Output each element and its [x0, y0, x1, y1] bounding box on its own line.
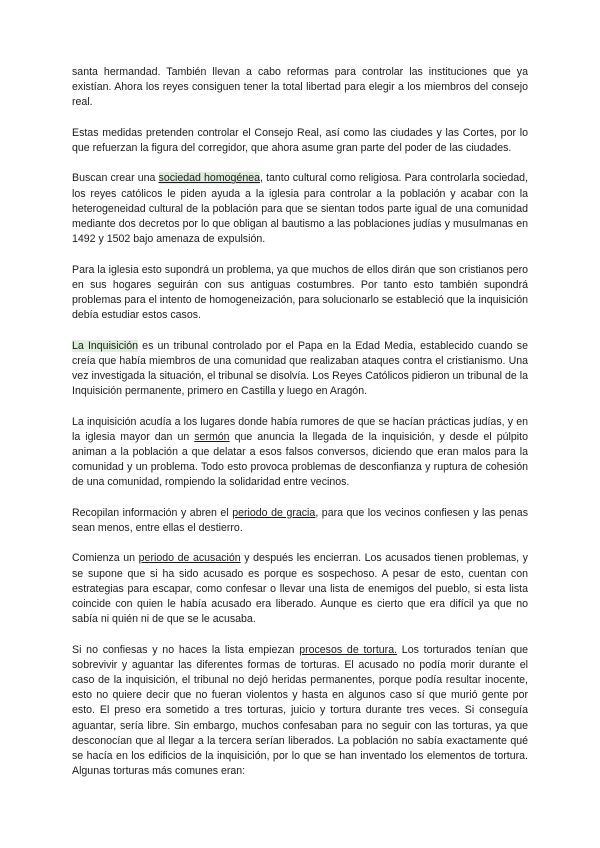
paragraph-iglesia-problema: Para la iglesia esto supondrá un problema, ya que muchos de ellos dirán que son cristianos pero en sus hogares seguirán con sus antiguas costumbres. Por tanto esto también supondrá problemas para el intento de homogeneización, para solucionarlo se estableció que la inquisición debía estudiar estos casos.	[72, 263, 528, 322]
underlined-term-sermon: sermón	[194, 430, 230, 443]
paragraph-sociedad-homogenea	[72, 171, 528, 247]
text-run: y después les encierran. Los acusados tienen problemas, y se supone que si ha sido acusado es porque es sospechoso. A pesar de esto, cuentan con estrategias para escapar, como confesar o llevar una lista de enemigos del pueblo, si esta lista coincide con quien le había acusado era liberado. Aunque es cierto que era difícil ya que no sabía ni quién ni de que se le acusaba.	[72, 552, 528, 626]
text-run: Comienza un	[72, 552, 139, 565]
paragraph-periodo-de-gracia	[72, 506, 528, 536]
paragraph-la-inquisicion	[72, 339, 528, 400]
paragraph-periodo-de-acusacion	[72, 551, 528, 627]
paragraph-procesos-de-tortura	[72, 643, 528, 780]
highlighted-term-la-inquisicion: La Inquisición	[72, 339, 139, 352]
text-run: Recopilan información y abren el	[72, 506, 233, 519]
highlighted-term-sociedad-homogenea: sociedad homogénea	[158, 172, 261, 185]
text-run: Los torturados tenían que sobrevivir y aguantar las diferentes formas de torturas. El acusado no podía morir durante el caso de la inquisición, el tribunal no dejó heridas permanentes, porque podía resultar inocente, esto no quiere decir que no fueran violentos y hasta en algunos caso sí que murió gente por esto. El preso era sometido a tres torturas, juicio y tortura durante tres veces. Si conseguía aguantar, sería libre. Sin embargo, muchos confesaban para no seguir con las torturas, ya que desconocían que al llegar a la tercera serían liberados. La población no sabía exactamente qué se hacía en los edificios de la inquisición, por lo que se han inventado los elementos de tortura. Algunas torturas más comunes eran:	[72, 643, 528, 778]
text-run: , tanto cultural como religiosa. Para controlarla sociedad, los reyes católicos le piden ayuda a la iglesia para controlar a la población y acabar con la heterogeneidad cultural de la población para que se sientan todos parte igual de una comunidad mediante dos decretos por lo que obligan al bautismo a las poblaciones judías y musulmanas en 1492 y 1502 bajo amenaza de expulsión.	[72, 172, 529, 246]
underlined-term-periodo-de-acusacion: periodo de acusación	[138, 552, 241, 565]
text-run: Si no confiesas y no haces la lista empiezan	[72, 643, 300, 656]
underlined-term-periodo-de-gracia: periodo de gracia	[232, 506, 316, 519]
text-run: , para que los vecinos confiesen y las penas sean menos, entre ellas el destierro.	[72, 506, 528, 534]
paragraph-sermon	[72, 415, 528, 491]
text-run: Buscan crear una	[72, 172, 159, 185]
text-run: es un tribunal controlado por el Papa en la Edad Media, establecido cuando se creía que había miembros de una comunidad que realizaban ataques contra el cristianismo. Una vez investigada la situación, el tribunal se disolvía. Los Reyes Católicos pidieron un tribunal de la Inquisición permanente, primero en Castilla y luego en Aragón.	[72, 339, 528, 398]
text-run: que anuncia la llegada de la inquisición, y desde el púlpito animan a la población a que delatar a esos falsos conversos, diciendo que eran malos para la comunidad y un problema. Todo esto provoca problemas de desconfianza y ruptura de cohesión de una comunidad, rompiendo la solidaridad entre vecinos.	[72, 430, 528, 489]
paragraph-consejo-real: Estas medidas pretenden controlar el Consejo Real, así como las ciudades y las Cortes, por lo que refuerzan la figura del corregidor, que ahora asume gran parte del poder de las ciudades.	[72, 126, 528, 154]
text-run: La inquisición acudía a los lugares donde había rumores de que se hacían prácticas judías, y en la iglesia mayor dan un	[72, 415, 528, 443]
paragraph-santa-hermandad: santa hermandad. También llevan a cabo reformas para controlar las instituciones que ya existían. Ahora los reyes consiguen tener la total libertad para elegir a los miembros del consejo real.	[72, 66, 528, 109]
underlined-term-procesos-de-tortura: procesos de tortura.	[299, 643, 398, 656]
